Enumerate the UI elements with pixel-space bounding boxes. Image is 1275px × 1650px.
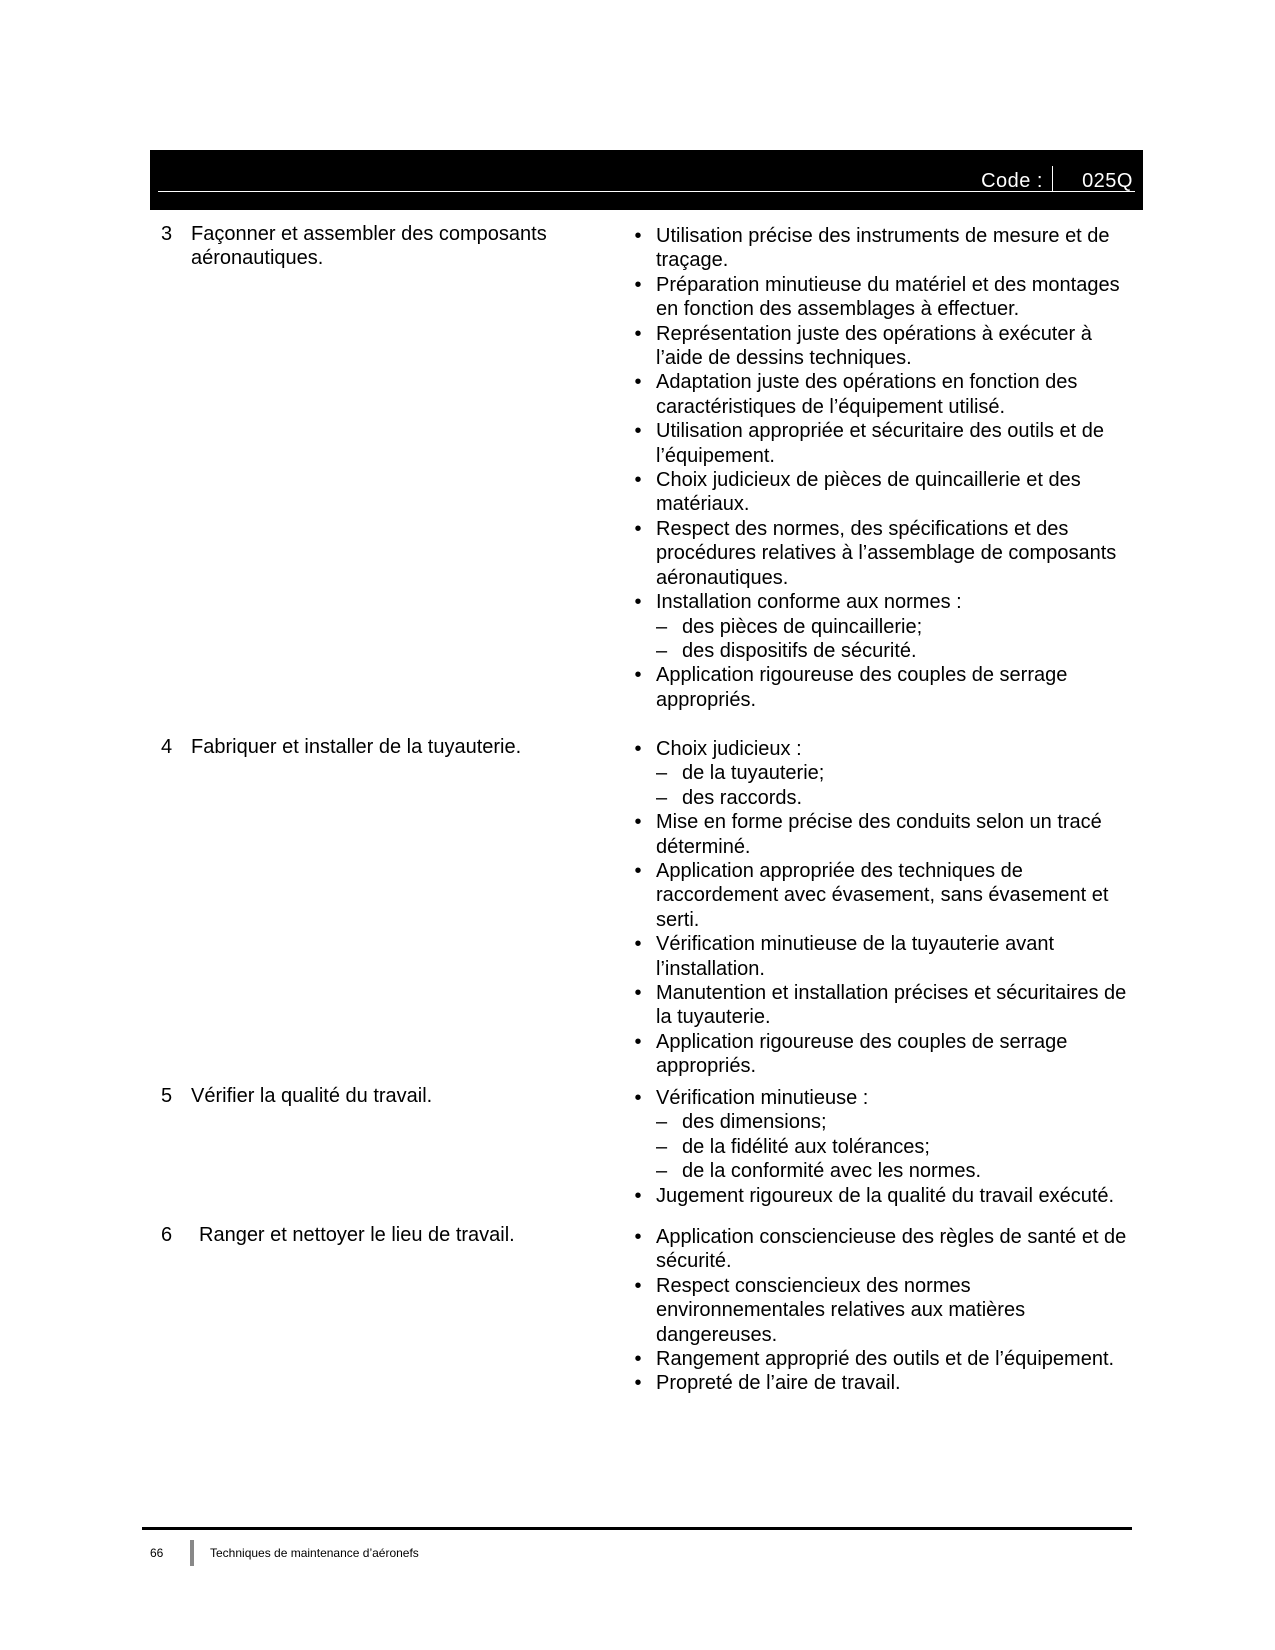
criterion-text: Choix judicieux de pièces de quincaillerie et des matériaux. (656, 469, 1081, 516)
criterion-text: Vérification minutieuse de la tuyauterie avant l’installation. (656, 933, 1055, 980)
dash-icon: – (656, 786, 668, 809)
criterion (634, 419, 1136, 468)
criterion-text: Manutention et installation précises et sécuritaires de la tuyauterie. (656, 982, 1127, 1029)
bullet-icon: • (634, 860, 642, 883)
criterion-text: Application rigoureuse des couples de serrage appropriés. (656, 664, 1068, 711)
criterion (634, 517, 1136, 590)
dash-icon: – (656, 762, 668, 785)
bullet-icon: • (634, 420, 642, 443)
sub-item-text: de la fidélité aux tolérances; (682, 1135, 930, 1158)
bullet-icon: • (634, 1274, 642, 1297)
sub-item (656, 786, 1136, 810)
criterion-text: Propreté de l’aire de travail. (656, 1372, 901, 1395)
dash-icon: – (656, 1135, 668, 1158)
criterion-text: Application rigoureuse des couples de serrage appropriés. (656, 1030, 1068, 1078)
criterion-text: Application appropriée des techniques de raccordement avec évasement, sans évasement et serti. (656, 860, 1109, 931)
page-number: 66 (150, 1546, 164, 1560)
dash-icon: – (656, 615, 668, 638)
criterion-text: Adaptation juste des opérations en fonction des caractéristiques de l’équipement utilisé. (656, 371, 1078, 418)
criterion (634, 1274, 1136, 1347)
criterion (634, 932, 1136, 981)
criterion (634, 273, 1136, 322)
code-value: 025Q (1082, 170, 1133, 192)
code-label: Code : (981, 170, 1043, 192)
step-text: Fabriquer et installer de la tuyauterie. (191, 736, 522, 758)
sub-item-text: des dispositifs de sécurité. (682, 639, 917, 662)
sub-list (656, 615, 1136, 664)
bullet-icon: • (634, 469, 642, 492)
criterion (634, 322, 1136, 371)
criterion (634, 737, 1136, 810)
step-number: 5 (161, 1085, 173, 1107)
criterion-text: Vérification minutieuse : (656, 1087, 869, 1109)
dash-icon: – (656, 639, 668, 662)
criterion-text: Installation conforme aux normes : (656, 591, 962, 614)
criterion-text: Représentation juste des opérations à exécuter à l’aide de dessins techniques. (656, 322, 1092, 370)
criterion-text: Application consciencieuse des règles de santé et de sécurité. (656, 1226, 1127, 1273)
sub-list (656, 1110, 1136, 1183)
bullet-icon: • (634, 664, 642, 687)
bullet-icon: • (634, 738, 642, 760)
criterion-text: Utilisation appropriée et sécuritaire des outils et de l’équipement. (656, 420, 1105, 467)
criterion (634, 1184, 1136, 1208)
step-text: Ranger et nettoyer le lieu de travail. (199, 1224, 515, 1246)
sub-item (656, 1135, 1136, 1159)
step-number: 4 (161, 736, 173, 758)
criterion (634, 370, 1136, 419)
criterion-text: Respect consciencieux des normes environnementales relatives aux matières dangereuses. (656, 1274, 1026, 1346)
criteria-list (634, 224, 1136, 712)
footer-title: Techniques de maintenance d’aéronefs (210, 1546, 419, 1560)
criterion-text: Mise en forme précise des conduits selon un tracé déterminé. (656, 811, 1102, 858)
step-number: 6 (161, 1224, 173, 1246)
footer-separator (190, 1540, 194, 1566)
criterion (634, 810, 1136, 859)
bullet-icon: • (634, 225, 642, 247)
criteria-list (634, 1225, 1136, 1396)
step-number: 3 (161, 223, 173, 245)
criterion (634, 1086, 1136, 1184)
sub-item-text: de la conformité avec les normes. (682, 1160, 982, 1183)
criterion-text: Préparation minutieuse du matériel et des montages en fonction des assemblages à effectuer. (656, 273, 1120, 321)
bullet-icon: • (634, 273, 642, 296)
code-divider (1052, 166, 1053, 192)
criteria-list (634, 1086, 1136, 1208)
bullet-icon: • (634, 371, 642, 394)
sub-list (656, 761, 1136, 810)
dash-icon: – (656, 1160, 668, 1183)
criterion-text: Rangement approprié des outils et de l’équipement. (656, 1348, 1115, 1371)
sub-item (656, 615, 1136, 639)
bullet-icon: • (634, 811, 642, 834)
criterion (634, 663, 1136, 712)
criterion (634, 224, 1136, 273)
step-text: Façonner et assembler des composants aéronautiques. (191, 223, 547, 269)
step-text: Vérifier la qualité du travail. (191, 1085, 433, 1107)
footer-rule (142, 1527, 1132, 1530)
bullet-icon: • (634, 933, 642, 956)
criterion (634, 981, 1136, 1030)
criterion-text: Choix judicieux : (656, 738, 802, 760)
bullet-icon: • (634, 1087, 642, 1109)
sub-item (656, 1159, 1136, 1183)
bullet-icon: • (634, 1030, 642, 1053)
bullet-icon: • (634, 1226, 642, 1248)
criterion (634, 1371, 1136, 1395)
sub-item-text: des raccords. (682, 786, 803, 809)
bullet-icon: • (634, 982, 642, 1005)
bullet-icon: • (634, 322, 642, 345)
bullet-icon: • (634, 591, 642, 614)
criterion-text: Respect des normes, des spécifications et des procédures relatives à l’assemblage de composants aéronautiques. (656, 517, 1117, 589)
criterion-text: Jugement rigoureux de la qualité du travail exécuté. (656, 1184, 1115, 1207)
sub-item-text: des dimensions; (682, 1111, 827, 1134)
sub-item (656, 639, 1136, 663)
criteria-list (634, 737, 1136, 1079)
criterion (634, 1347, 1136, 1371)
bullet-icon: • (634, 517, 642, 540)
criterion (634, 468, 1136, 517)
bullet-icon: • (634, 1348, 642, 1371)
criterion (634, 1225, 1136, 1274)
dash-icon: – (656, 1111, 668, 1134)
header-bar (150, 150, 1143, 210)
bullet-icon: • (634, 1372, 642, 1395)
criterion (634, 1030, 1136, 1079)
criterion (634, 590, 1136, 663)
sub-item-text: de la tuyauterie; (682, 762, 825, 785)
criterion-text: Utilisation précise des instruments de mesure et de traçage. (656, 225, 1110, 272)
sub-item-text: des pièces de quincaillerie; (682, 615, 923, 638)
criterion (634, 859, 1136, 932)
bullet-icon: • (634, 1184, 642, 1207)
sub-item (656, 1110, 1136, 1134)
sub-item (656, 761, 1136, 785)
